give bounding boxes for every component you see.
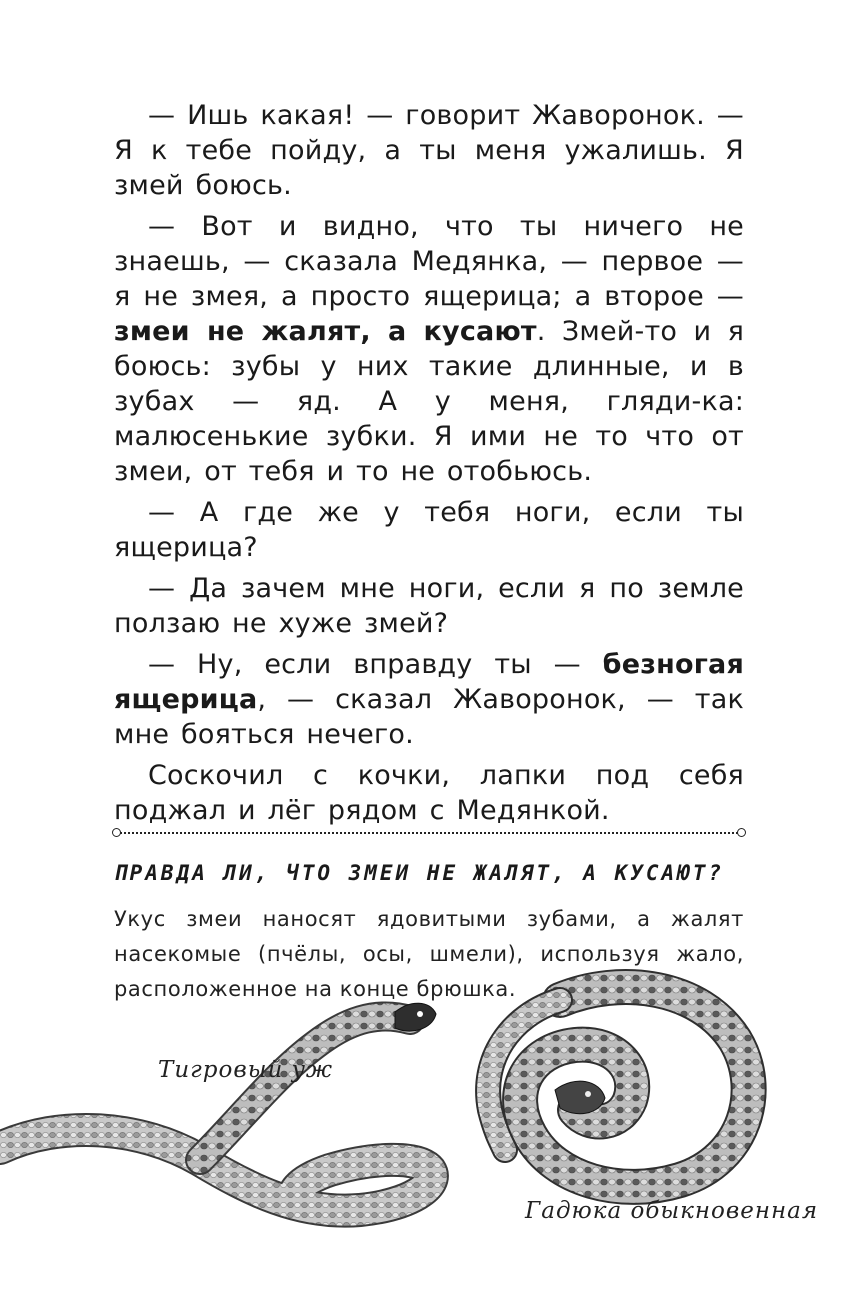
caption-tiger-keelback: Тигровый уж xyxy=(158,1057,334,1083)
tiger-keelback-illustration xyxy=(0,1003,436,1210)
common-adder-illustration xyxy=(488,987,749,1187)
fact-body: Укус змеи наносят ядовитыми зубами, а жалят насекомые (пчёлы, осы, шмели), используя жало, расположенное на конце брюшка. xyxy=(114,907,744,1001)
bold-phrase-bite: змеи не жалят, а кусают xyxy=(114,316,537,347)
bold-phrase-legless: безногая ящерица xyxy=(114,649,744,715)
paragraph-2-start: — Вот и видно, что ты ничего не знаешь, — сказала Медянка, — первое — я не змея, а просто ящерица; а второе — xyxy=(114,211,744,312)
paragraph-4: — Да зачем мне ноги, если я по земле ползаю не хуже змей? xyxy=(114,573,744,639)
paragraph-5-end: , — сказал Жаворонок, — так мне бояться нечего. xyxy=(114,684,744,750)
paragraph-6: Соскочил с кочки, лапки под себя поджал и лёг рядом с Медянкой. xyxy=(114,760,744,826)
caption-common-adder: Гадюка обыкновенная xyxy=(525,1198,819,1224)
fact-title: ПРАВДА ЛИ, ЧТО ЗМЕИ НЕ ЖАЛЯТ, А КУСАЮТ? xyxy=(114,861,725,885)
paragraph-2-end: . Змей-то и я боюсь: зубы у них такие длинные, и в зубах — яд. А у меня, гляди-ка: малюсенькие зубки. Я ими не то что от змеи, от тебя и то не отобьюсь. xyxy=(114,316,745,487)
paragraph-5-start: — Ну, если вправду ты — xyxy=(148,649,603,680)
paragraph-3: — А где же у тебя ноги, если ты ящерица? xyxy=(114,497,744,563)
paragraph-1: — Ишь какая! — говорит Жаворонок. — Я к тебе пойду, а ты меня ужалишь. Я змей боюсь. xyxy=(114,100,744,201)
